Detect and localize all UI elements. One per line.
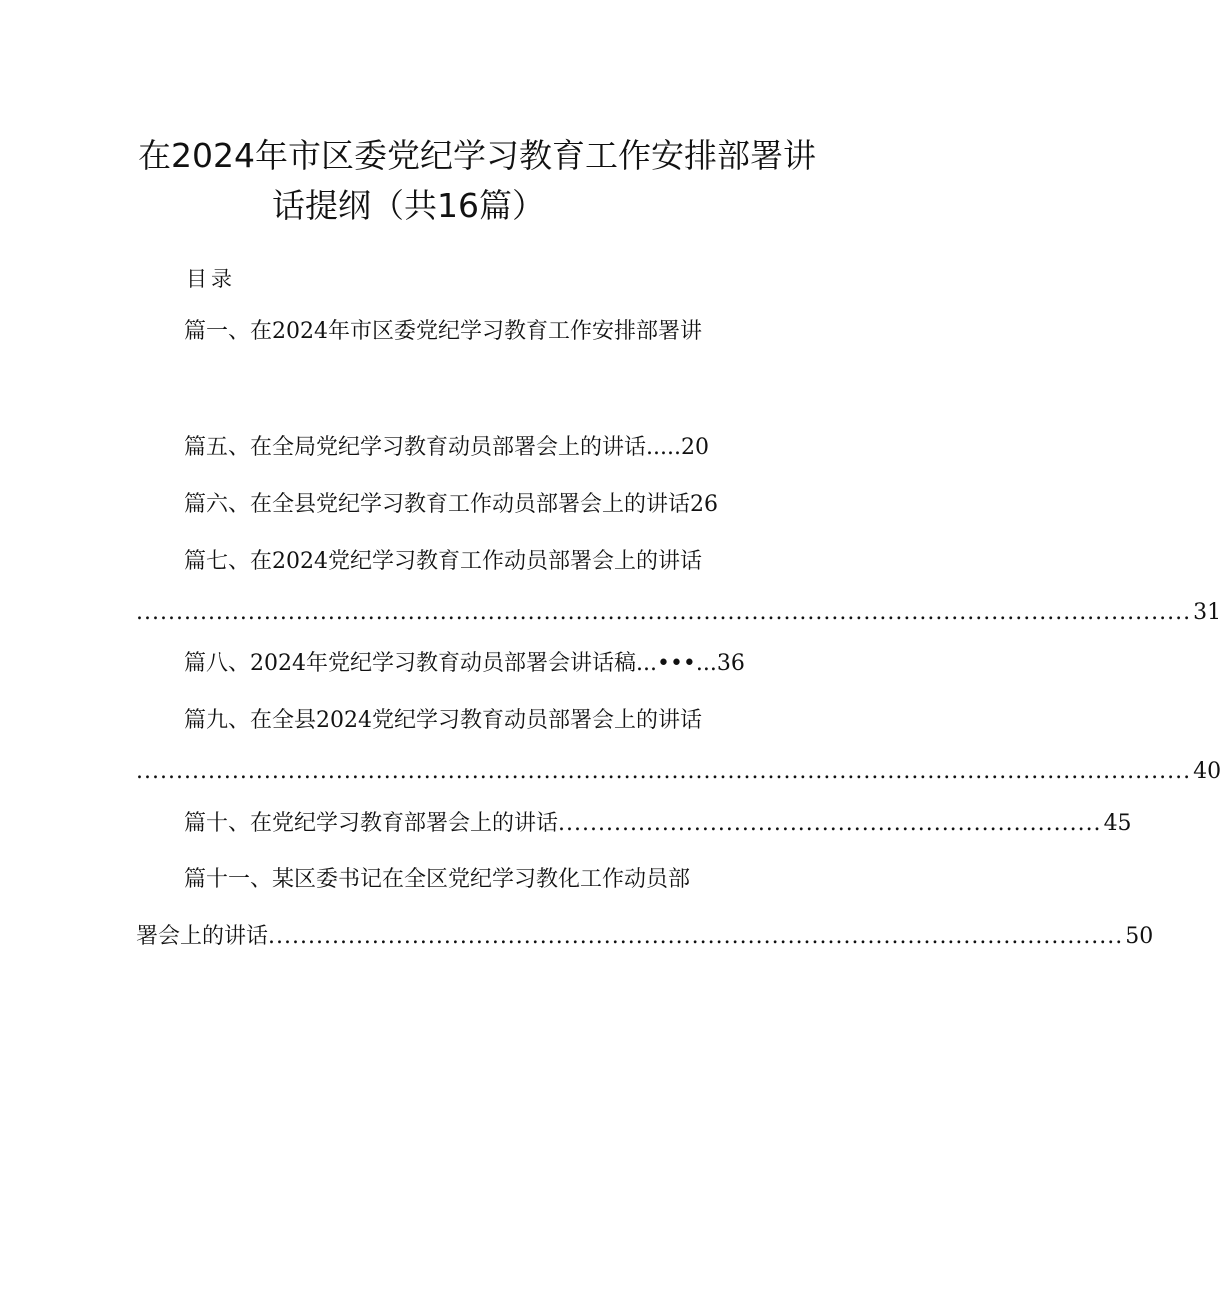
- toc-entry-8[interactable]: 篇八、2024年党纪学习教育动员部署会讲话稿...•••...36: [184, 651, 745, 676]
- page-number: 40: [1193, 759, 1221, 784]
- dot-leader: ....................................................................: [558, 811, 1102, 836]
- toc-entry-5[interactable]: 篇五、在全局党纪学习教育动员部署会上的讲话.....20: [184, 435, 709, 460]
- toc-entry-7[interactable]: 篇七、在2024党纪学习教育工作动员部署会上的讲话: [184, 549, 702, 574]
- dot-leader: ....................................................................................................................................: [136, 600, 1192, 625]
- toc-entry-text: 署会上的讲话: [136, 924, 269, 949]
- toc-entry-1[interactable]: 篇一、在2024年市区委党纪学习教育工作安排部署讲: [184, 319, 702, 344]
- page-number: 31: [1193, 600, 1221, 625]
- dot-leader: ....................................................................................................................................: [136, 759, 1192, 784]
- page-number: 50: [1125, 924, 1154, 949]
- toc-entry-9[interactable]: 篇九、在全县2024党纪学习教育动员部署会上的讲话: [184, 708, 702, 733]
- toc-entry-10[interactable]: [184, 808, 1132, 840]
- page-number: 45: [1103, 811, 1132, 836]
- toc-entry-11-continued[interactable]: [136, 921, 1154, 953]
- document-title-line-2: 话提纲（共16篇）: [272, 186, 545, 225]
- dot-leader: ...........................................................................................................: [268, 924, 1124, 949]
- document-title-line-1: 在2024年市区委党纪学习教育工作安排部署讲: [138, 136, 816, 175]
- toc-entry-7-leader-line[interactable]: [136, 597, 1221, 629]
- toc-entry-9-leader-line[interactable]: [136, 756, 1221, 788]
- toc-entry-6[interactable]: 篇六、在全县党纪学习教育工作动员部署会上的讲话26: [184, 492, 718, 517]
- toc-entry-11[interactable]: 篇十一、某区委书记在全区党纪学习教化工作动员部: [184, 867, 691, 892]
- toc-entry-text: 篇十、在党纪学习教育部署会上的讲话: [184, 811, 559, 836]
- toc-heading: 目录: [186, 267, 236, 291]
